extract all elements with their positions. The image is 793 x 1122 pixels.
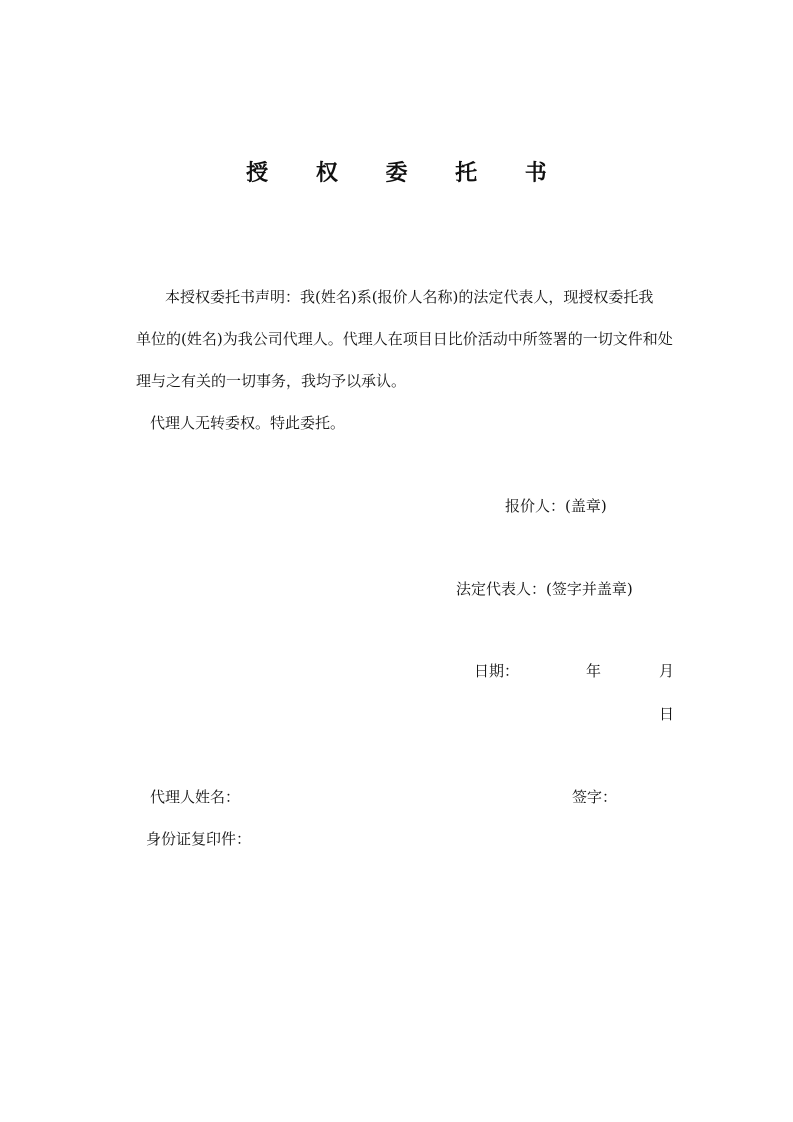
body-line-1: 本授权委托书声明：我(姓名)系(报价人名称)的法定代表人，现授权委托我 xyxy=(165,288,654,306)
agent-sign-label: 签字： xyxy=(572,788,618,806)
id-copy-label: 身份证复印件： xyxy=(146,830,252,848)
body-line-2: 单位的(姓名)为我公司代理人。代理人在项目日比价活动中所签署的一切文件和处 xyxy=(136,330,673,348)
body-line-4: 代理人无转委权。特此委托。 xyxy=(150,414,346,432)
body-line-3: 理与之有关的一切事务，我均予以承认。 xyxy=(136,372,407,390)
legal-rep-sign-label: 法定代表人：(签字并盖章) xyxy=(456,580,633,598)
day-label: 日 xyxy=(659,705,675,723)
month-label: 月 xyxy=(659,662,675,680)
quoter-seal-label: 报价人：(盖章) xyxy=(505,497,607,515)
year-label: 年 xyxy=(586,662,602,680)
document-title: 授 权 委 托 书 xyxy=(246,160,567,186)
agent-name-label: 代理人姓名： xyxy=(150,788,241,806)
date-label: 日期： xyxy=(474,662,520,680)
